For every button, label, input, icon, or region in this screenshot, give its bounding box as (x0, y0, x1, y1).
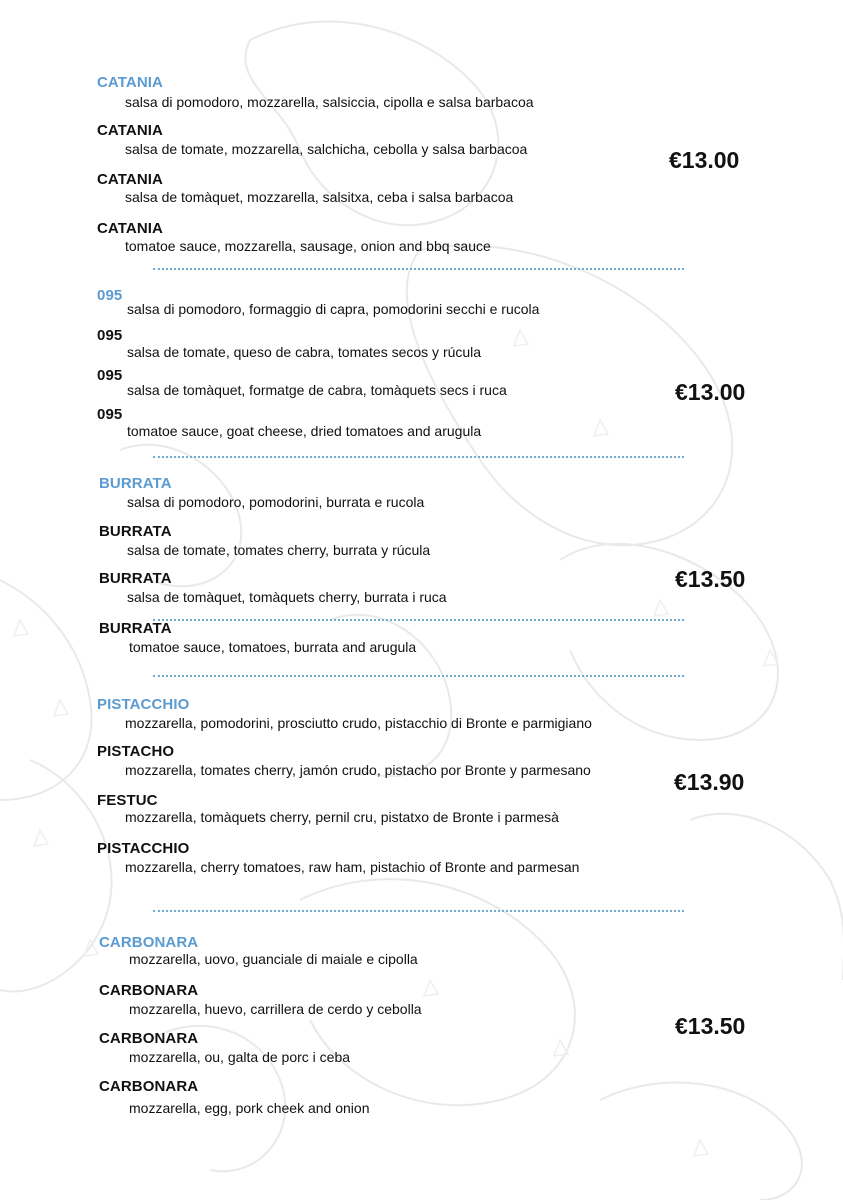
item-name: BURRATA (99, 523, 172, 540)
item-name: PISTACCHIO (97, 696, 190, 713)
item-price: €13.50 (675, 566, 746, 592)
item-description: mozzarella, uovo, guanciale di maiale e cipolla (129, 951, 418, 967)
item-price: €13.00 (675, 379, 746, 405)
item-name: FESTUC (97, 792, 158, 809)
item-name: PISTACHO (97, 743, 175, 760)
item-price: €13.90 (674, 769, 745, 795)
item-price: €13.50 (675, 1013, 746, 1039)
item-name: CATANIA (97, 171, 163, 188)
item-name: 095 (97, 327, 123, 344)
item-description: mozzarella, tomates cherry, jamón crudo, pistacho por Bronte y parmesano (125, 762, 591, 778)
item-name: CARBONARA (99, 1030, 199, 1047)
item-name: 095 (97, 367, 123, 384)
item-name: BURRATA (99, 570, 172, 587)
item-name: PISTACCHIO (97, 840, 190, 857)
section-divider (153, 619, 684, 621)
item-description: salsa di pomodoro, formaggio di capra, pomodorini secchi e rucola (127, 301, 540, 317)
section-divider (153, 456, 684, 458)
item-description: salsa de tomàquet, mozzarella, salsitxa, ceba i salsa barbacoa (125, 189, 514, 205)
item-description: mozzarella, pomodorini, prosciutto crudo, pistacchio di Bronte e parmigiano (125, 715, 592, 731)
item-name: CARBONARA (99, 934, 199, 951)
item-description: salsa di pomodoro, mozzarella, salsiccia, cipolla e salsa barbacoa (125, 94, 534, 110)
item-name: 095 (97, 406, 123, 423)
item-price: €13.00 (669, 147, 740, 173)
item-name: CATANIA (97, 74, 163, 91)
item-description: salsa de tomate, queso de cabra, tomates secos y rúcula (127, 344, 482, 360)
item-description: salsa de tomàquet, formatge de cabra, tomàquets secs i ruca (127, 382, 507, 398)
item-description: salsa de tomate, mozzarella, salchicha, cebolla y salsa barbacoa (125, 141, 528, 157)
item-description: tomatoe sauce, tomatoes, burrata and arugula (129, 639, 417, 655)
item-description: mozzarella, huevo, carrillera de cerdo y cebolla (129, 1001, 422, 1017)
item-description: salsa di pomodoro, pomodorini, burrata e rucola (127, 494, 425, 510)
item-description: tomatoe sauce, mozzarella, sausage, onion and bbq sauce (125, 238, 491, 254)
item-name: CARBONARA (99, 982, 199, 999)
section-divider (153, 910, 684, 912)
item-name: BURRATA (99, 475, 172, 492)
item-description: mozzarella, ou, galta de porc i ceba (129, 1049, 351, 1065)
item-description: mozzarella, tomàquets cherry, pernil cru, pistatxo de Bronte i parmesà (125, 809, 559, 825)
item-name: CATANIA (97, 122, 163, 139)
item-name: CARBONARA (99, 1078, 199, 1095)
item-name: CATANIA (97, 220, 163, 237)
item-description: salsa de tomàquet, tomàquets cherry, burrata i ruca (127, 589, 447, 605)
item-description: tomatoe sauce, goat cheese, dried tomatoes and arugula (127, 423, 482, 439)
item-description: salsa de tomate, tomates cherry, burrata y rúcula (127, 542, 431, 558)
item-name: 095 (97, 287, 123, 304)
item-description: mozzarella, cherry tomatoes, raw ham, pistachio of Bronte and parmesan (125, 859, 580, 875)
item-name: BURRATA (99, 620, 172, 637)
section-divider (153, 675, 684, 677)
item-description: mozzarella, egg, pork cheek and onion (129, 1100, 370, 1116)
section-divider (153, 268, 684, 270)
